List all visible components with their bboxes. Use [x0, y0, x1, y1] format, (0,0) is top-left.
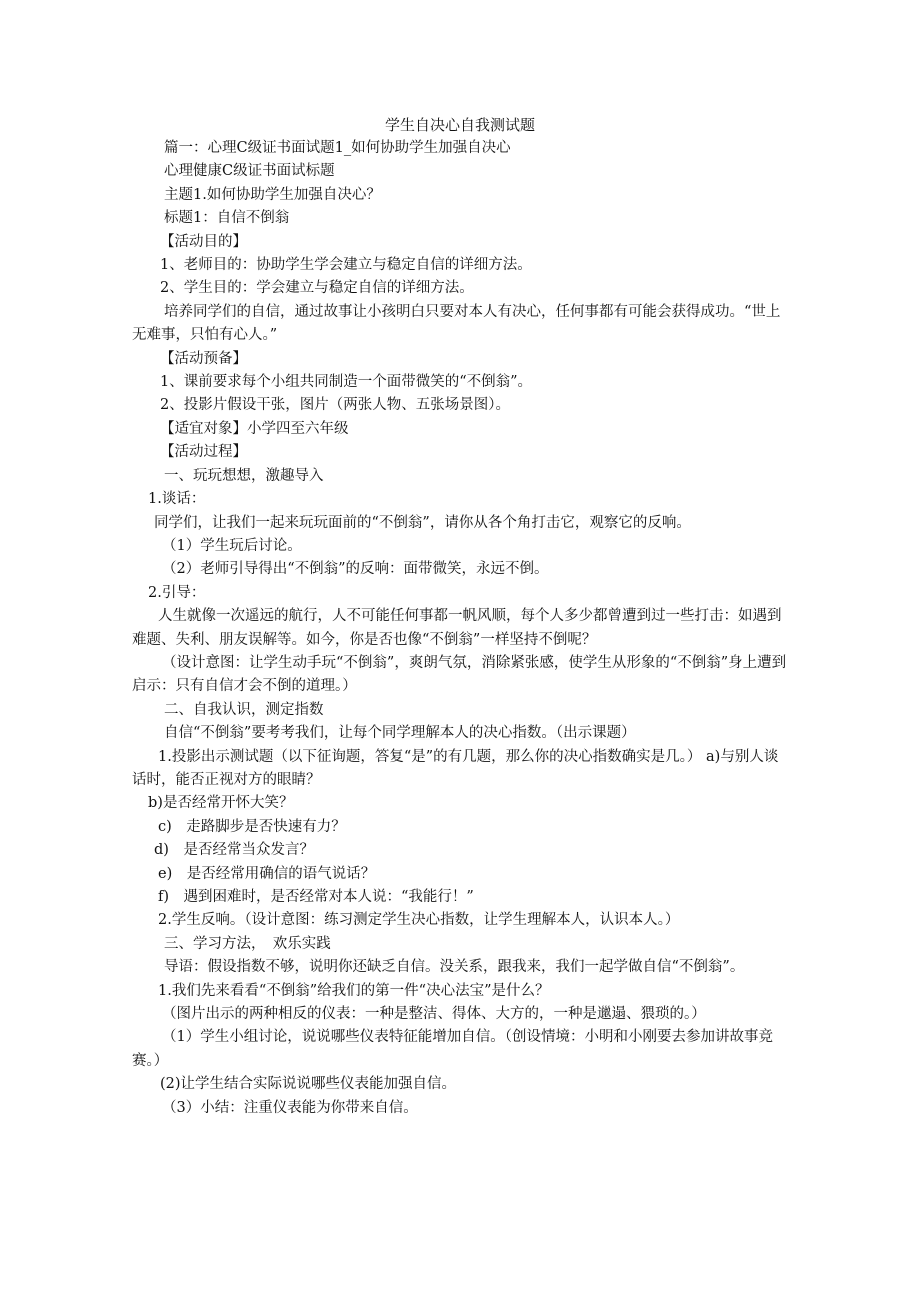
paragraph: （1）学生小组讨论，说说哪些仪表特征能增加自信。（创设情境：小明和小刚要去参加讲故事竞赛。）	[132, 1029, 773, 1069]
paragraph: 导语：假设指数不够，说明你还缺乏自信。没关系，跟我来，我们一起学做自信“不倒翁”。	[164, 959, 745, 976]
paragraph: 心理健康C级证书面试标题	[164, 163, 335, 180]
paragraph: f) 遇到困难时，是否经常对本人说：“我能行！”	[158, 889, 474, 905]
paragraph: （3）小结：注重仪表能为你带来自信。	[162, 1099, 418, 1116]
paragraph: 2、投影片假设干张，图片（两张人物、五张场景图）。	[160, 397, 510, 414]
paragraph: d) 是否经常当众发言？	[154, 842, 314, 859]
paragraph: 1、课前要求每个小组共同制造一个面带微笑的“不倒翁”。	[160, 374, 533, 391]
paragraph: 人生就像一次遥远的航行，人不可能任何事都一帆风顺，每个人多少都曾遭到过一些打击：如遇到难题、失利、朋友误解等。如今，你是否也像“不倒翁”一样坚持不倒呢？	[132, 608, 782, 648]
paragraph: 1、老师目的：协助学生学会建立与稳定自信的详细方法。	[160, 257, 532, 274]
paragraph: 2.学生反响。（设计意图：练习测定学生决心指数，让学生理解本人，认识本人。）	[158, 912, 680, 929]
document-title: 学生自决心自我测试题	[384, 116, 535, 134]
paragraph: 1.投影出示测试题（以下征询题，答复“是”的有几题，那么你的决心指数确实是几。） a)与别人谈话时，能否正视对方的眼睛？	[132, 748, 779, 788]
paragraph: 2.引导：	[148, 584, 206, 601]
paragraph: 【适宜对象】小学四至六年级	[160, 420, 349, 437]
paragraph: 主题1.如何协助学生加强自决心？	[164, 186, 381, 203]
paragraph: 【活动过程】	[160, 444, 247, 461]
paragraph: (2)让学生结合实际说说哪些仪表能加强自信。	[160, 1076, 457, 1093]
paragraph: 1.我们先来看看“不倒翁”给我们的第一件“决心法宝”是什么？	[158, 982, 550, 999]
paragraph: 标题1：自信不倒翁	[164, 210, 290, 227]
document-body	[132, 137, 792, 1120]
paragraph: 2、学生目的：学会建立与稳定自信的详细方法。	[160, 280, 474, 297]
paragraph: 培养同学们的自信，通过故事让小孩明白只要对本人有决心，任何事都有可能会获得成功。“世上无难事，只怕有心人。”	[132, 303, 781, 344]
paragraph: e) 是否经常用确信的语气说话？	[158, 865, 376, 882]
paragraph: 自信“不倒翁”要考考我们，让每个同学理解本人的决心指数。（出示课题）	[164, 725, 636, 742]
paragraph: 一、玩玩想想，激趣导入	[164, 467, 324, 484]
paragraph: 【活动目的】	[160, 233, 247, 250]
paragraph: 二、自我认识，测定指数	[164, 701, 324, 718]
paragraph: （图片出示的两种相反的仪表：一种是整洁、得体、大方的，一种是邋遢、猥琐的。）	[162, 1006, 706, 1023]
paragraph: 1.谈话：	[148, 491, 206, 508]
paragraph: b)是否经常开怀大笑？	[148, 795, 294, 812]
paragraph: （设计意图：让学生动手玩“不倒翁”，爽朗气氛，消除紧张感，使学生从形象的“不倒翁”身上遭到启示：只有自信才会不倒的道理。）	[132, 654, 787, 695]
paragraph: c) 走路脚步是否快速有力？	[158, 818, 346, 835]
paragraph: （1）学生玩后讨论。	[162, 537, 302, 554]
paragraph: 篇一：心理C级证书面试题1_如何协助学生加强自决心	[164, 140, 511, 156]
paragraph: （2）老师引导得出“不倒翁”的反响：面带微笑，永远不倒。	[162, 561, 549, 578]
paragraph: 【活动预备】	[160, 350, 247, 367]
paragraph: 同学们，让我们一起来玩玩面前的“不倒翁”，请你从各个角打击它，观察它的反响。	[154, 514, 691, 531]
paragraph: 三、学习方法， 欢乐实践	[164, 935, 331, 952]
